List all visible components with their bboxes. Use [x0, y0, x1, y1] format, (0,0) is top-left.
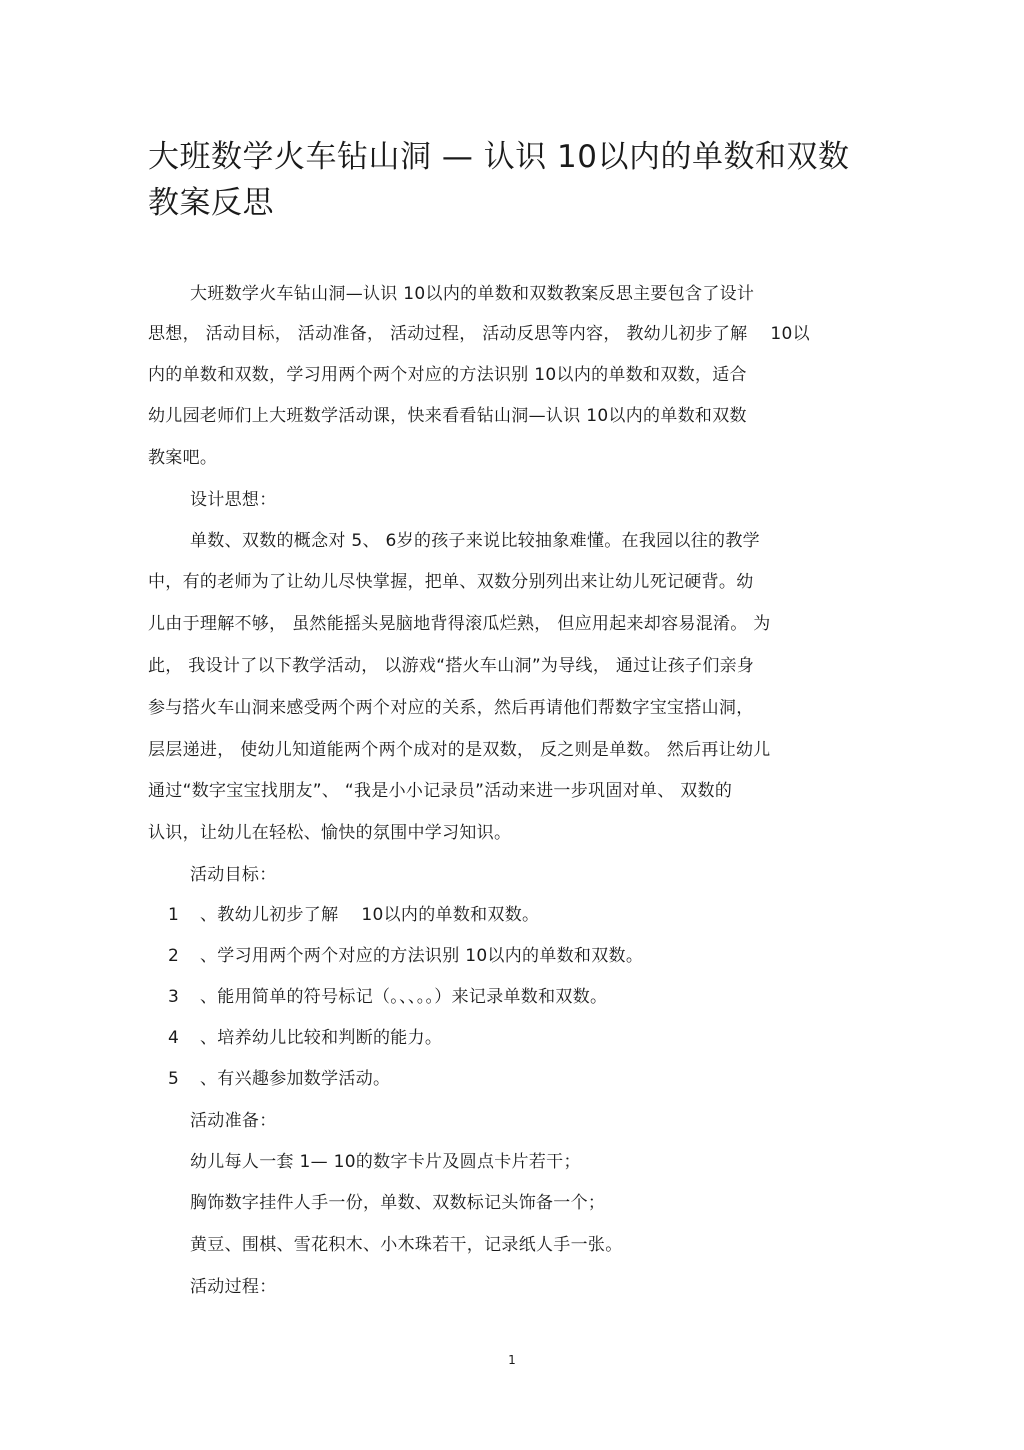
intro-line: 思想， 活动目标， 活动准备， 活动过程， 活动反思等内容， 教幼儿初步了解 10以	[148, 324, 810, 344]
goal-item	[168, 1027, 442, 1049]
goal-item	[168, 945, 643, 967]
goal-number: 4	[168, 1028, 180, 1048]
design-line: 单数、双数的概念对 5、 6岁的孩子来说比较抽象难懂。在我园以往的教学	[190, 531, 760, 551]
goal-number: 2	[168, 946, 180, 966]
intro-line: 教案吧。	[148, 448, 218, 468]
goal-text: 、有兴趣参加数学活动。	[200, 1069, 391, 1089]
design-line: 层层递进， 使幼儿知道能两个两个成对的是双数， 反之则是单数。 然后再让幼儿	[148, 740, 771, 760]
design-line: 此， 我设计了以下教学活动， 以游戏“搭火车山洞”为导线， 通过让孩子们亲身	[148, 656, 755, 676]
goal-item	[168, 986, 607, 1008]
prep-line: 胸饰数字挂件人手一份，单数、双数标记头饰备一个；	[190, 1193, 606, 1213]
section-heading-process: 活动过程：	[190, 1277, 277, 1297]
section-heading-design: 设计思想：	[190, 490, 277, 510]
goal-text: 、培养幼儿比较和判断的能力。	[200, 1028, 443, 1048]
goal-item	[168, 904, 539, 926]
prep-line: 幼儿每人一套 1— 10的数字卡片及圆点卡片若干；	[190, 1152, 581, 1172]
goal-item	[168, 1068, 390, 1090]
section-heading-goals: 活动目标：	[190, 865, 277, 885]
prep-line: 黄豆、围棋、雪花积木、小木珠若干，记录纸人手一张。	[190, 1235, 623, 1255]
document-title: 大班数学火车钻山洞 — 认识 10以内的单数和双数教案反思	[148, 139, 850, 221]
goal-number: 1	[168, 905, 180, 925]
goal-text: 、教幼儿初步了解 10以内的单数和双数。	[200, 905, 540, 925]
goal-number: 5	[168, 1069, 180, 1089]
design-line: 认识，让幼儿在轻松、愉快的氛围中学习知识。	[148, 823, 512, 843]
intro-line: 内的单数和双数，学习用两个两个对应的方法识别 10以内的单数和双数，适合	[148, 365, 747, 385]
design-line: 通过“数字宝宝找朋友”、 “我是小小记录员”活动来进一步巩固对单、 双数的	[148, 781, 733, 801]
goal-number: 3	[168, 987, 180, 1007]
section-heading-prep: 活动准备：	[190, 1111, 277, 1131]
intro-line: 幼儿园老师们上大班数学活动课，快来看看钻山洞—认识 10以内的单数和双数	[148, 406, 747, 426]
design-line: 儿由于理解不够， 虽然能摇头晃脑地背得滚瓜烂熟， 但应用起来却容易混淆。 为	[148, 614, 771, 634]
goal-text: 、能用简单的符号标记（。、、。。）来记录单数和双数。	[200, 987, 608, 1007]
design-line: 参与搭火车山洞来感受两个两个对应的关系，然后再请他们帮数字宝宝搭山洞，	[148, 698, 754, 718]
goal-text: 、学习用两个两个对应的方法识别 10以内的单数和双数。	[200, 946, 644, 966]
page-number: 1	[508, 1353, 516, 1367]
design-line: 中，有的老师为了让幼儿尽快掌握，把单、双数分别列出来让幼儿死记硬背。幼	[148, 572, 754, 592]
intro-line: 大班数学火车钻山洞—认识 10以内的单数和双数教案反思主要包含了设计	[190, 284, 755, 304]
